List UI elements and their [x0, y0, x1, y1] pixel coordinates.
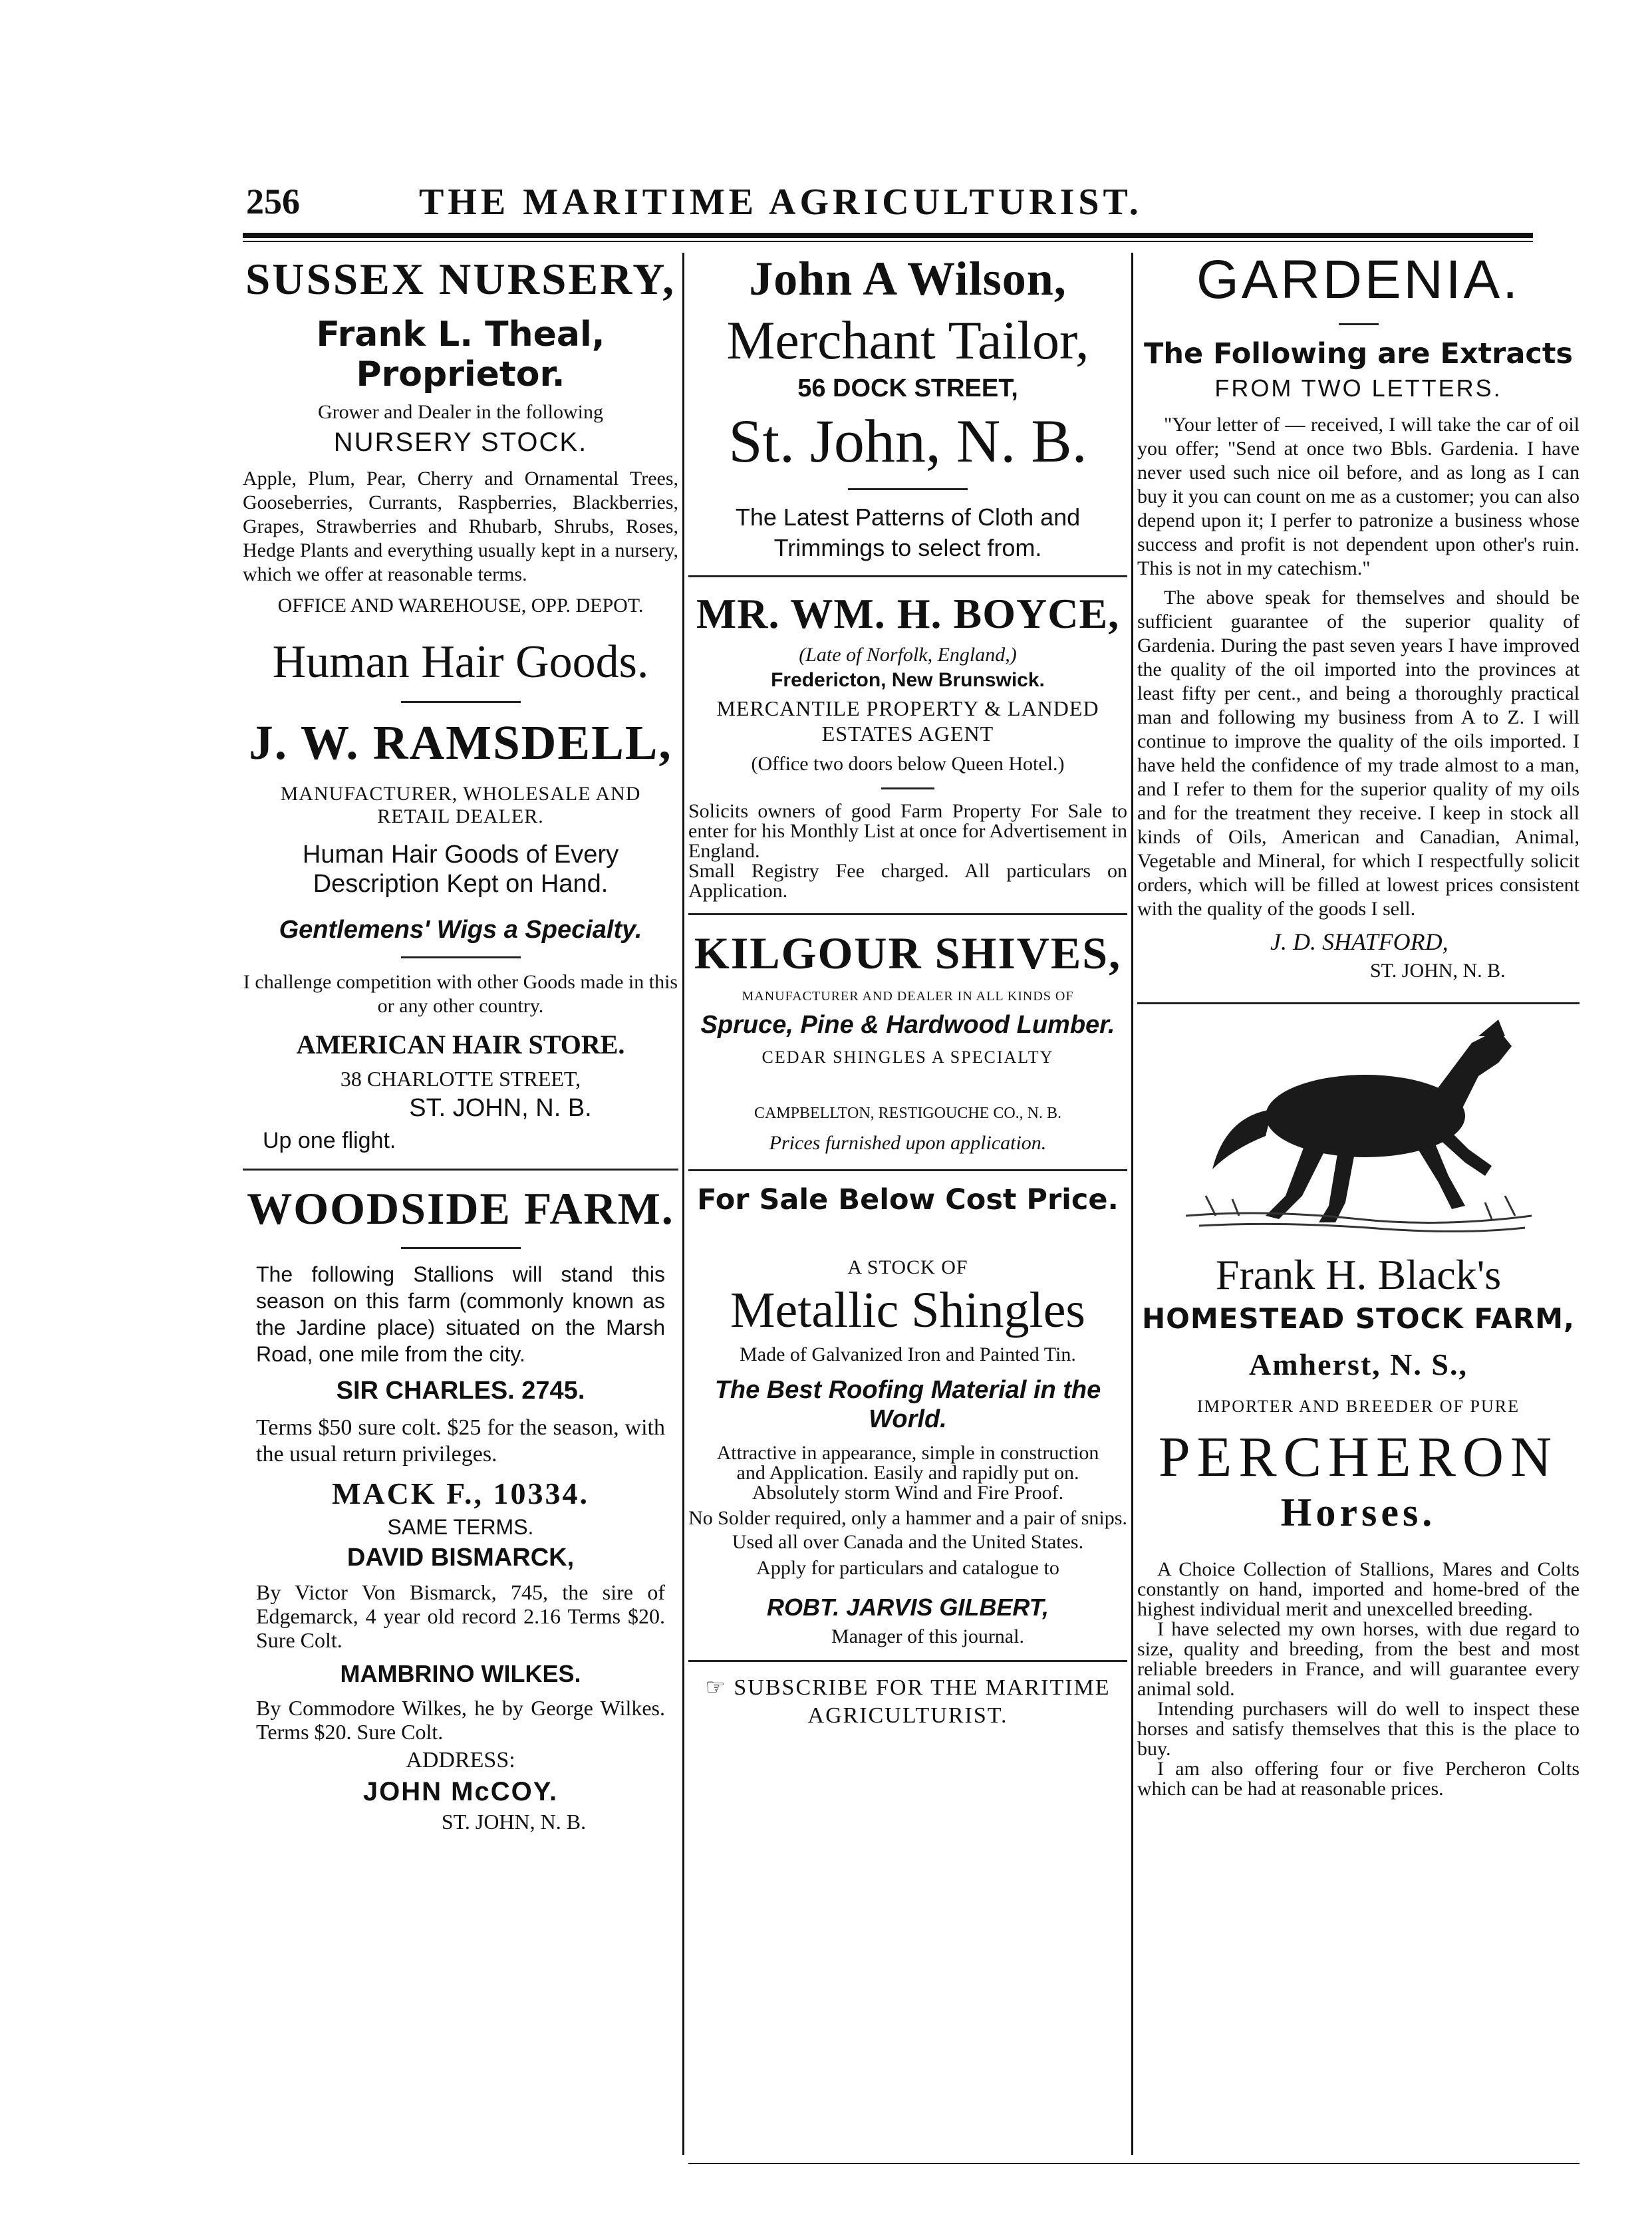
footer-rule — [688, 2163, 1580, 2164]
metallic-best: The Best Roofing Material in the World. — [714, 1376, 1101, 1433]
black-stock-farm-ad — [1137, 1016, 1580, 1799]
woodside-terms-1: Terms $50 sure colt. $25 for the season, with the usual return privileges. — [256, 1415, 665, 1466]
black-name: Frank H. Black's — [1215, 1251, 1502, 1298]
black-farm: HOMESTEAD STOCK FARM, — [1142, 1302, 1575, 1335]
hair-name: J. W. RAMSDELL, — [249, 716, 672, 769]
hair-challenge: I challenge competition with other Goods made in this or any other country. — [243, 971, 678, 1017]
kilgour-place: CAMPBELLTON, RESTIGOUCHE CO., N. B. — [754, 1105, 1062, 1122]
woodside-stallion-3: DAVID BISMARCK, — [346, 1544, 575, 1572]
metallic-title: For Sale Below Cost Price. — [697, 1183, 1119, 1216]
kilgour-shingles: CEDAR SHINGLES A SPECIALTY — [761, 1047, 1054, 1067]
metallic-solder: No Solder required, only a hammer and a pair of snips. — [688, 1507, 1127, 1529]
column-right — [1137, 239, 1580, 2161]
sussex-title: SUSSEX NURSERY, — [245, 255, 676, 304]
kilgour-lumber: Spruce, Pine & Hardwood Lumber. — [700, 1011, 1115, 1039]
hair-flight: Up one flight. — [263, 1128, 396, 1153]
boyce-late: (Late of Norfolk, England,) — [799, 644, 1017, 666]
metallic-made: Made of Galvanized Iron and Painted Tin. — [740, 1343, 1076, 1365]
subscribe-notice: ☞ SUBSCRIBE FOR THE MARITIME AGRICULTURIST. — [705, 1675, 1111, 1728]
sussex-office: OFFICE AND WAREHOUSE, OPP. DEPOT. — [277, 595, 644, 617]
black-breed: PERCHERON — [1158, 1425, 1559, 1488]
gardenia-sig-city: ST. JOHN, N. B. — [1370, 960, 1506, 982]
kilgour-prices: Prices furnished upon application. — [769, 1132, 1047, 1154]
col2-rule-4 — [688, 1660, 1127, 1662]
column-divider-1 — [682, 253, 684, 2155]
page-title: THE MARITIME AGRICULTURIST. — [419, 182, 1143, 223]
gardenia-ad — [1137, 249, 1580, 982]
human-hair-ad — [243, 636, 678, 1154]
kilgour-shives-ad — [688, 927, 1127, 1155]
kilgour-name: KILGOUR SHIVES, — [694, 928, 1122, 978]
sussex-intro: Grower and Dealer in the following — [317, 401, 604, 423]
hair-specialty: Gentlemens' Wigs a Specialty. — [279, 916, 642, 944]
wilson-city: St. John, N. B. — [728, 407, 1087, 475]
wilson-name: John A Wilson, — [749, 252, 1067, 305]
sussex-proprietor: Frank L. Theal, Proprietor. — [316, 315, 605, 394]
woodside-intro: The following Stallions will stand this season on this farm (commonly known as the Jardine place) situated on the Marsh Road, one mile from the city. — [256, 1262, 665, 1366]
header-rule-thick — [243, 233, 1533, 238]
hair-tagline: Human Hair Goods of Every Description Kept on Hand. — [302, 841, 619, 898]
page-header — [246, 181, 1456, 227]
black-body-3: Intending purchasers will do well to inspect these horses and satisfy themselves that this is the place to buy. — [1137, 1698, 1580, 1760]
black-place: Amherst, N. S., — [1249, 1347, 1468, 1381]
boyce-body: Solicits owners of good Farm Property For Sale to enter for his Monthly List at once for Advertisement in England. — [688, 800, 1127, 862]
boyce-agent-ad — [688, 589, 1127, 901]
metallic-manager-role: Manager of this journal. — [831, 1625, 1024, 1647]
column-left — [243, 239, 678, 2161]
woodside-terms-4: By Commodore Wilkes, he by George Wilkes. Terms $20. Sure Colt. — [256, 1696, 665, 1744]
hair-city: ST. JOHN, N. B. — [409, 1094, 592, 1122]
metallic-used: Used all over Canada and the United States. — [732, 1531, 1084, 1553]
hair-role: MANUFACTURER, WHOLESALE AND RETAIL DEALER. — [280, 783, 641, 827]
wilson-latest: The Latest Patterns of Cloth and Trimmings to select from. — [735, 503, 1081, 561]
wilson-divider — [848, 488, 968, 490]
metallic-shingles-ad — [688, 1183, 1127, 1648]
hair-store: AMERICAN HAIR STORE. — [296, 1030, 625, 1059]
col3-rule-1 — [1137, 1002, 1580, 1004]
boyce-name: MR. WM. H. BOYCE, — [696, 590, 1120, 637]
metallic-manager-name: ROBT. JARVIS GILBERT, — [766, 1594, 1049, 1621]
woodside-terms-3: By Victor Von Bismarck, 745, the sire of Edgemarck, 4 year old record 2.16 Terms $20. Sure Colt. — [256, 1580, 665, 1652]
wilson-street: 56 DOCK STREET, — [797, 374, 1018, 402]
metallic-attract: Attractive in appearance, simple in construction and Application. Easily and rapidly put on. Absolutely storm Wind and Fire Proof. — [716, 1442, 1099, 1504]
black-importer: IMPORTER AND BREEDER OF PURE — [1197, 1397, 1520, 1416]
metallic-stock: A STOCK OF — [847, 1256, 968, 1278]
metallic-apply: Apply for particulars and catalogue to — [756, 1557, 1059, 1579]
col1-section-rule — [243, 1169, 678, 1171]
hair-street: 38 CHARLOTTE STREET, — [340, 1067, 581, 1091]
black-horses: Horses. — [1280, 1490, 1437, 1534]
wilson-trade: Merchant Tailor, — [726, 310, 1089, 370]
page-number: 256 — [246, 182, 300, 221]
woodside-owner-city: ST. JOHN, N. B. — [441, 1810, 587, 1834]
gardenia-quote: "Your letter of — received, I will take the car of oil you offer; "Send at once two Bbls. Gardenia. I have never used such nice oil before, and as long as I can buy it you can count on me as a customer; you can also depend upon it; I perfer to patronize a business whose success and profit is not dependent upon other's ruin. This is not in my catechism." — [1137, 414, 1580, 579]
boyce-office: (Office two doors below Queen Hotel.) — [751, 753, 1065, 775]
sussex-nursery-ad — [243, 254, 678, 617]
sussex-body: Apple, Plum, Pear, Cherry and Ornamental Trees, Gooseberries, Currants, Raspberries, Blackberries, Grapes, Strawberries and Rhubarb, Shrubs, Roses, Hedge Plants and everything usually kept in a nursery, which we offer at reasonable terms. — [243, 468, 678, 585]
metallic-product: Metallic Shingles — [730, 1282, 1086, 1338]
hair-title: Human Hair Goods. — [272, 636, 649, 688]
horse-illustration — [1186, 1016, 1532, 1236]
hair-divider — [401, 701, 521, 703]
wilson-tailor-ad — [688, 251, 1127, 563]
boyce-fee: Small Registry Fee charged. All particulars on Application. — [688, 860, 1127, 902]
col2-rule-2 — [688, 913, 1127, 915]
woodside-owner: JOHN McCOY. — [362, 1777, 559, 1806]
boyce-divider — [881, 787, 934, 789]
black-body-4: I am also offering four or five Percheron Colts which can be had at reasonable prices. — [1137, 1758, 1580, 1800]
woodside-address-label: ADDRESS: — [406, 1748, 515, 1772]
gardenia-sub1: The Following are Extracts — [1144, 337, 1573, 370]
sussex-stock: NURSERY STOCK. — [333, 428, 588, 457]
woodside-farm-ad — [243, 1183, 678, 1834]
woodside-divider — [401, 1247, 521, 1249]
black-body-2: I have selected my own horses, with due regard to size, quality and breeding, from the best and most reliable breeders in France, and will guarantee every animal sold. — [1137, 1618, 1580, 1700]
column-divider-2 — [1131, 253, 1133, 2155]
col2-rule-1 — [688, 575, 1127, 577]
gardenia-body: The above speak for themselves and should be sufficient guarantee of the superior quality of Gardenia. During the past seven years I have improved the quality of the oil imported into the provinces at least fifty per cent., and being a thoroughly practical man and following my business from A to Z. I will continue to improve the quality of the oils imported. I have held the confidence of my trade almost to a man, and I refer to them for the superior quality of my oils and for the treatment they receive. I keep in stock all kinds of Oils, American and Canadian, Animal, Vegetable and Mineral, for which I respectfully solicit orders, which will be filled at lowest prices consistent with the quality of the goods I sell. — [1137, 587, 1580, 920]
gardenia-divider — [1339, 323, 1379, 325]
woodside-stallion-2: MACK F., 10334. — [331, 1476, 589, 1510]
gardenia-title: GARDENIA. — [1196, 249, 1521, 310]
kilgour-role: MANUFACTURER AND DEALER IN ALL KINDS OF — [742, 989, 1074, 1004]
col2-rule-3 — [688, 1169, 1127, 1171]
black-body-1: A Choice Collection of Stallions, Mares and Colts constantly on hand, imported and home-bred of the highest individual merit and unexcelled breeding. — [1137, 1558, 1580, 1620]
boyce-place: Fredericton, New Brunswick. — [771, 669, 1045, 691]
gardenia-sub2: FROM TWO LETTERS. — [1214, 374, 1502, 402]
woodside-stallion-4: MAMBRINO WILKES. — [340, 1660, 581, 1687]
woodside-terms-2: SAME TERMS. — [387, 1515, 534, 1539]
hair-divider-2 — [401, 956, 521, 958]
woodside-stallion-1: SIR CHARLES. 2745. — [336, 1377, 585, 1405]
gardenia-signature: J. D. SHATFORD, — [1270, 928, 1448, 955]
boyce-role: MERCANTILE PROPERTY & LANDED ESTATES AGENT — [716, 696, 1099, 746]
column-middle — [688, 239, 1127, 2161]
woodside-title: WOODSIDE FARM. — [247, 1183, 674, 1234]
